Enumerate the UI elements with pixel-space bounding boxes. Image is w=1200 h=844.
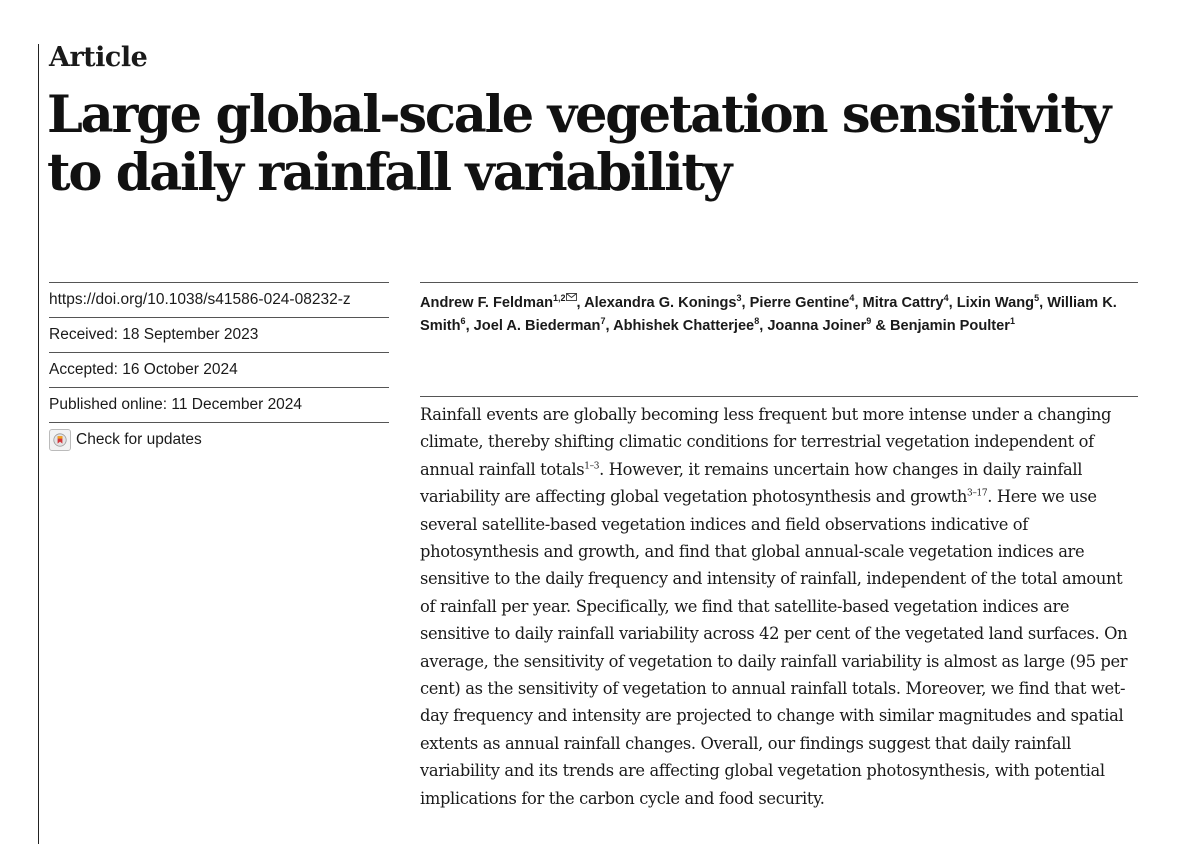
author-separator: , [741, 295, 750, 311]
citation-ref[interactable]: 1–3 [584, 461, 600, 472]
citation-ref[interactable]: 3–17 [966, 488, 988, 499]
article-type-label: Article [49, 42, 148, 73]
author-name[interactable]: Mitra Cattry [862, 295, 944, 311]
author-name[interactable]: Abhishek Chatterjee [613, 318, 755, 334]
author-name[interactable]: Lixin Wang [956, 295, 1035, 311]
author-affiliation: 8 [754, 316, 760, 327]
published-date: Published online: 11 December 2024 [49, 387, 389, 422]
doi-link[interactable]: https://doi.org/10.1038/s41586-024-08232-z [49, 282, 389, 317]
check-for-updates-button[interactable] [49, 422, 389, 457]
author-affiliation: 7 [600, 316, 606, 327]
email-icon[interactable] [566, 293, 577, 301]
author-affiliation: 1 [1009, 316, 1015, 327]
author-separator: , [759, 318, 768, 334]
author-affiliation: 4 [849, 293, 855, 304]
author-affiliation: 3 [736, 293, 742, 304]
accepted-date: Accepted: 16 October 2024 [49, 352, 389, 387]
author-name[interactable]: Andrew F. Feldman [420, 295, 553, 311]
received-date: Received: 18 September 2023 [49, 317, 389, 352]
author-affiliation: 6 [460, 316, 466, 327]
abstract-text-part-1: Rainfall events are globally becoming less frequent but more intense under a changing climate, thereby shifting climatic conditions for terrestrial vegetation independent of annual rainfall totals [420, 405, 1112, 479]
abstract [420, 401, 1138, 812]
check-for-updates-label: Check for updates [76, 431, 202, 448]
author-separator: , [948, 295, 957, 311]
author-name[interactable]: Benjamin Poulter [889, 318, 1010, 334]
article-title: Large global-scale vegetation sensitivity to daily rainfall variability [47, 85, 1110, 203]
abstract-top-rule [420, 396, 1138, 397]
author-affiliation: 9 [866, 316, 872, 327]
author-separator: , [576, 295, 585, 311]
author-name[interactable]: Joanna Joiner [767, 318, 867, 334]
author-affiliation: 4 [943, 293, 949, 304]
authors-block [420, 282, 1138, 338]
author-separator: , [605, 318, 614, 334]
crossmark-icon [49, 429, 71, 451]
left-margin-rule [38, 44, 39, 844]
author-list [420, 283, 1138, 338]
article-metadata [49, 282, 389, 457]
author-affiliation: 5 [1034, 293, 1040, 304]
abstract-text-part-2: . However, it remains uncertain how changes in daily rainfall variability are affecting global vegetation photosynthesis and growth [420, 459, 1083, 507]
author-name[interactable]: William K. Smith [420, 295, 1117, 334]
author-name[interactable]: Joel A. Biederman [473, 318, 601, 334]
author-separator: & [871, 318, 890, 334]
author-separator: , [854, 295, 863, 311]
author-name[interactable]: Pierre Gentine [749, 295, 850, 311]
abstract-text-part-3: . Here we use several satellite-based vegetation indices and field observations indicative of photosynthesis and growth, and find that global annual-scale vegetation indices are sensitive to the daily frequency and intensity of rainfall, independent of the total amount of rainfall per year. Specifically, we find that satellite-based vegetation indices are sensitive to daily rainfall variability across 42 per cent of the vegetated land surfaces. On average, the sensitivity of vegetation to daily rainfall variability is almost as large (95 per cent) as the sensitivity of vegetation to annual rainfall totals. Moreover, we find that wet-day frequency and intensity are projected to change with similar magnitudes and spatial extents as annual rainfall changes. Overall, our findings suggest that daily rainfall variability and its trends are affecting global vegetation photosynthesis, with potential implications for the carbon cycle and food security. [420, 487, 1128, 808]
author-separator: , [1039, 295, 1048, 311]
author-separator: , [465, 318, 474, 334]
author-name[interactable]: Alexandra G. Konings [584, 295, 737, 311]
author-affiliation: 1,2 [552, 293, 566, 304]
